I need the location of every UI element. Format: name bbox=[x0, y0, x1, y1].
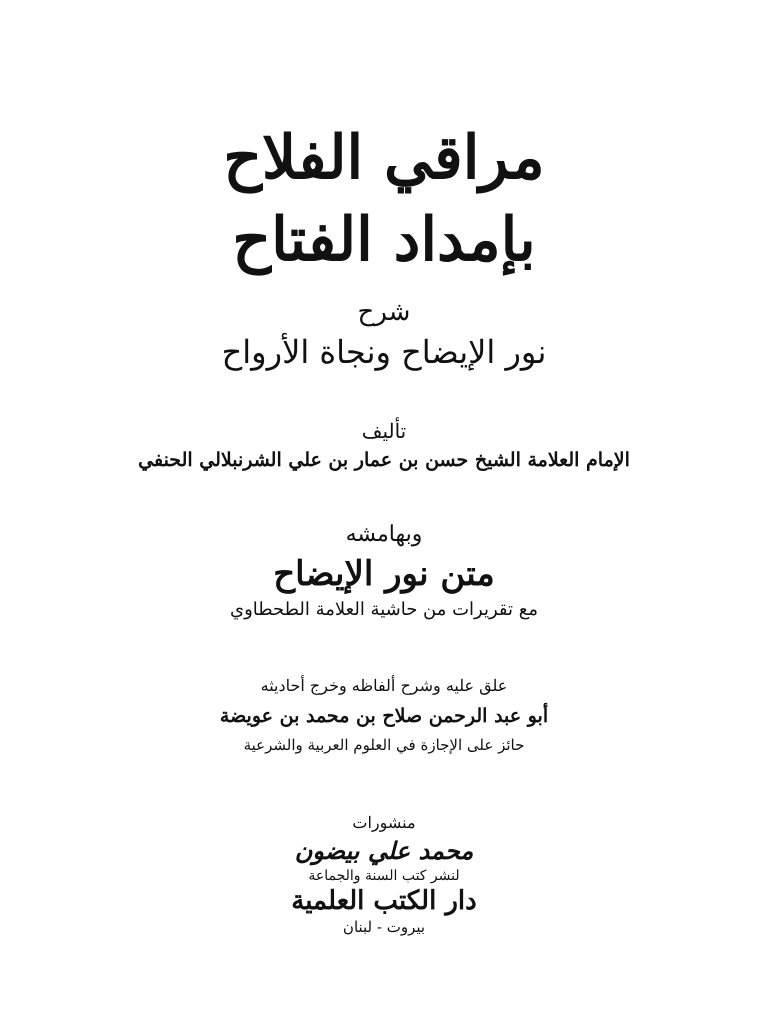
margin-note: مع تقريرات من حاشية العلامة الطحطاوي bbox=[230, 599, 538, 620]
editor-degree: حائز على الإجازة في العلوم العربية والشرعية bbox=[243, 736, 525, 754]
editing-label: علق عليه وشرح ألفاظه وخرج أحاديثه bbox=[260, 676, 508, 695]
publisher-name: محمد علي بيضون bbox=[294, 836, 474, 865]
author-name: الإمام العلامة الشيخ حسن بن عمار بن علي الشرنبلالي الحنفي bbox=[138, 449, 630, 471]
main-title-line-1: مراقي الفلاح bbox=[223, 123, 545, 193]
publishing-house: دار الكتب العلمية bbox=[291, 886, 477, 916]
margin-label: وبهامشه bbox=[345, 522, 423, 547]
authorship-label: تأليف bbox=[361, 419, 407, 443]
publisher-tagline: لنشر كتب السنة والجماعة bbox=[308, 868, 460, 884]
main-title-line-2: بإمداد الفتاح bbox=[232, 205, 536, 275]
publisher-city: بيروت - لبنان bbox=[342, 918, 426, 936]
publisher-label: منشورات bbox=[352, 813, 416, 832]
margin-book-title: متن نور الإيضاح bbox=[273, 554, 495, 594]
editor-name: أبو عبد الرحمن صلاح بن محمد بن عويضة bbox=[219, 705, 549, 727]
sharh-label: شرح bbox=[357, 297, 411, 327]
commented-book-title: نور الإيضاح ونجاة الأرواح bbox=[221, 333, 547, 371]
